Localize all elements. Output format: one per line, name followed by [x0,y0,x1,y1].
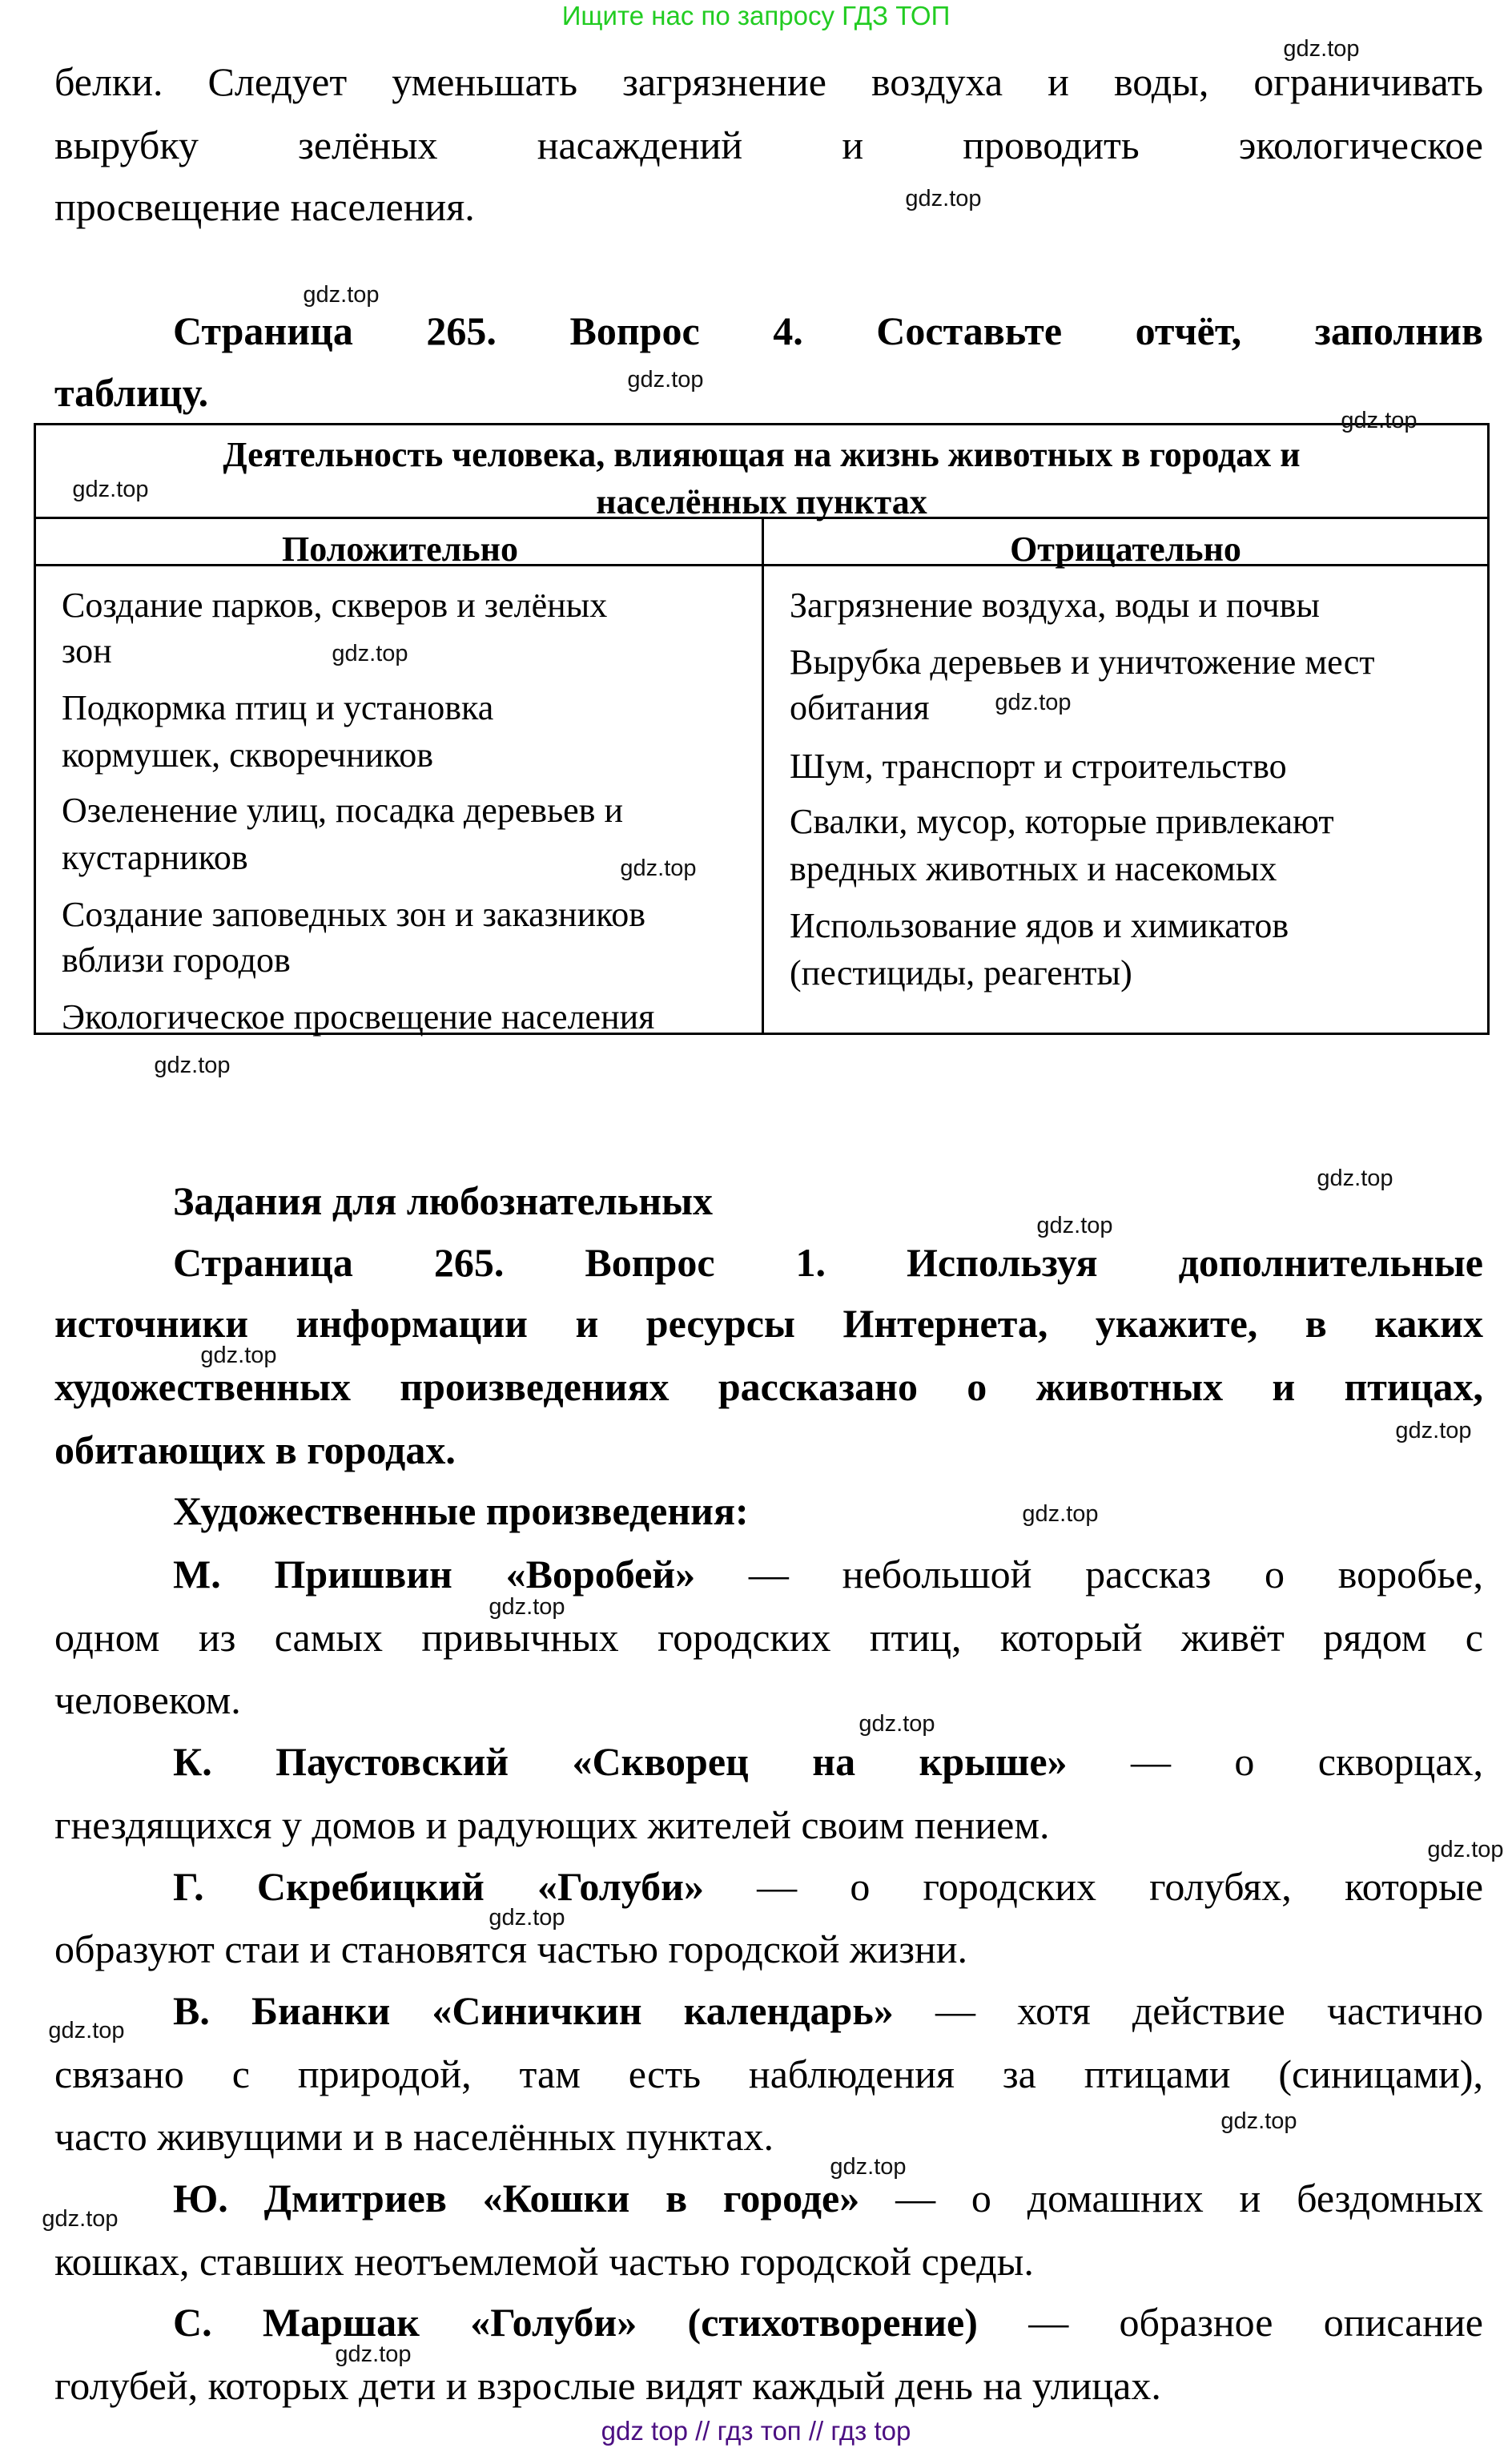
question1-line-4: обитающих в городах. [54,1427,456,1472]
negative-item-4-line1: Свалки, мусор, которые привлекают [790,802,1334,841]
negative-item-5-line1: Использование ядов и химикатов [790,906,1289,945]
intro-line-2: вырубку зелёных насаждений и проводить экологическое [54,123,1483,167]
table-title-line-2: населённых пунктах [596,482,927,521]
watermark: gdz.top [335,2341,412,2367]
positive-item-2-line1: Подкормка птиц и установка [62,688,494,727]
footer-links[interactable]: gdz top // гдз топ // гдз top [601,2416,911,2446]
positive-item-2-line2: кормушек, скворечников [62,735,434,775]
negative-item-2-line2: обитания [790,688,930,727]
column-header-positive: Положительно [282,529,518,569]
question4-heading-line2: таблицу. [54,370,209,415]
work-2-line-2: гнездящихся у домов и радующих жителей своим пением. [54,1802,1050,1847]
watermark: gdz.top [830,2154,907,2180]
positive-item-5-line1: Экологическое просвещение населения [62,997,655,1037]
work-6-desc: — образное описание [1028,2300,1484,2345]
watermark: gdz.top [332,641,408,666]
watermark: gdz.top [1220,2108,1297,2134]
work-4-line-3: часто живущими и в населённых пунктах. [54,2114,774,2159]
watermark: gdz.top [1427,1837,1504,1862]
watermark: gdz.top [1283,36,1360,62]
negative-item-4-line2: вредных животных и насекомых [790,849,1277,888]
column-header-negative: Отрицательно [1010,529,1241,569]
positive-item-3-line1: Озеленение улиц, посадка деревьев и [62,791,623,830]
work-1-line-2: одном из самых привычных городских птиц, который живёт рядом с [54,1615,1483,1660]
negative-item-2-line1: Вырубка деревьев и уничтожение мест [790,642,1375,682]
watermark: gdz.top [489,1594,565,1620]
watermark: gdz.top [627,367,704,393]
positive-item-3-line2: кустарников [62,838,248,877]
question1-line-2: источники информации и ресурсы Интернета, укажите, в каких [54,1301,1483,1346]
watermark: gdz.top [995,690,1072,715]
work-2-desc: — о скворцах, [1130,1739,1484,1784]
watermark: gdz.top [200,1343,277,1368]
watermark: gdz.top [1341,408,1418,433]
watermark: gdz.top [42,2206,119,2232]
activity-table [34,423,1490,1035]
table-title-line-1: Деятельность человека, влияющая на жизнь животных в городах и [223,435,1301,474]
watermark: gdz.top [154,1053,231,1078]
positive-item-4-line2: вблизи городов [62,940,291,980]
work-4-desc: — хотя действие частично [935,1988,1484,2033]
positive-item-4-line1: Создание заповедных зон и заказников [62,895,646,934]
work-3-first-line [173,1862,1483,1910]
positive-item-1-line1: Создание парков, скверов и зелёных [62,586,608,625]
work-6-line-2: голубей, которых дети и взрослые видят каждый день на улицах. [54,2363,1161,2408]
work-3-title: Г. Скребицкий «Голуби» [173,1864,704,1909]
work-5-first-line [173,2174,1483,2222]
work-4-title: В. Бианки «Синичкин календарь» [173,1988,894,2033]
positive-item-1-line2: зон [62,631,112,670]
work-5-title: Ю. Дмитриев «Кошки в городе» [173,2176,860,2221]
curious-section-title: Задания для любознательных [173,1178,714,1223]
watermark: gdz.top [72,477,149,502]
work-5-line-2: кошках, ставших неотъемлемой частью городской среды. [54,2239,1034,2284]
negative-item-3-line1: Шум, транспорт и строительство [790,747,1287,786]
work-1-first-line [173,1550,1483,1598]
watermark: gdz.top [1317,1166,1393,1191]
negative-item-5-line2: (пестициды, реагенты) [790,953,1132,992]
watermark: gdz.top [620,856,697,881]
table-column-divider [762,517,764,1033]
work-4-first-line [173,1987,1483,2035]
work-1-title: М. Пришвин «Воробей» [173,1552,696,1596]
work-3-desc: — о городских голубях, которые [757,1864,1484,1909]
work-4-line-2: связано с природой, там есть наблюдения за птицами (синицами), [54,2051,1483,2096]
watermark: gdz.top [905,186,982,211]
question1-line-1: Страница 265. Вопрос 1. Используя дополнительные [173,1240,1483,1285]
work-1-line-3: человеком. [54,1677,241,1722]
work-6-first-line [173,2298,1483,2346]
works-heading: Художественные произведения: [173,1488,749,1533]
work-5-desc: — о домашних и бездомных [895,2176,1483,2221]
watermark: gdz.top [489,1905,565,1931]
watermark: gdz.top [1395,1418,1472,1443]
question1-line-3: художественных произведениях рассказано о животных и птицах, [54,1364,1483,1409]
intro-line-1: белки. Следует уменьшать загрязнение воздуха и воды, ограничивать [54,59,1483,104]
work-2-first-line [173,1737,1483,1786]
work-2-title: К. Паустовский «Скворец на крыше» [173,1739,1068,1784]
watermark: gdz.top [1022,1501,1099,1527]
negative-item-1-line1: Загрязнение воздуха, воды и почвы [790,586,1320,625]
work-3-line-2: образуют стаи и становятся частью городской жизни. [54,1927,968,1971]
search-banner[interactable]: Ищите нас по запросу ГДЗ ТОП [561,1,951,30]
work-1-desc: — небольшой рассказ о воробье, [748,1552,1483,1596]
watermark: gdz.top [48,2018,125,2043]
watermark: gdz.top [1036,1213,1113,1238]
watermark: gdz.top [859,1711,935,1737]
work-6-title: С. Маршак «Голуби» (стихотворение) [173,2300,978,2345]
question4-heading: Страница 265. Вопрос 4. Составьте отчёт, заполнив [173,308,1483,353]
intro-line-3: просвещение населения. [54,184,475,229]
watermark: gdz.top [303,282,380,308]
